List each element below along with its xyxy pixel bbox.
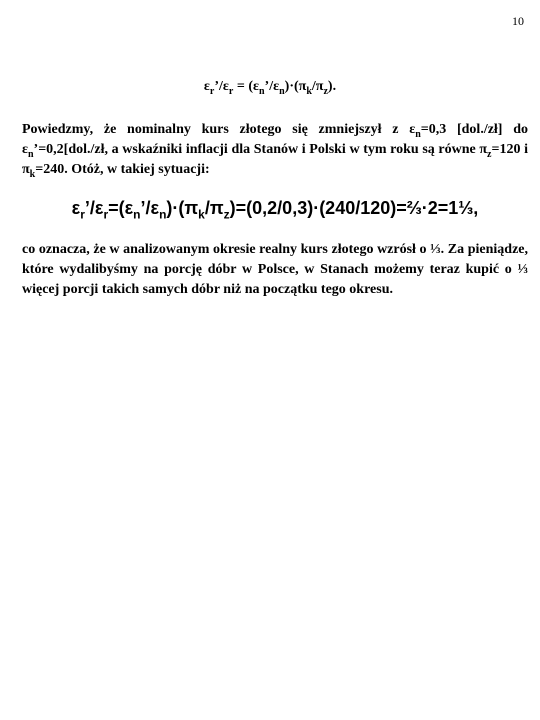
page-number: 10 <box>512 14 524 28</box>
example-paragraph: Powiedzmy, że nominalny kurs złotego się zmniejszył z $\varepsilon_n=0,3$ [dol./zł] do $\varepsilon_n’=0,2[dol./zł$, a wskaźniki inflacji dla Stanów i Polski w tym roku są równe $\pi_z=120$ i $\pi_k=240$. Otóż, w takiej sytuacji: <box>22 122 528 180</box>
conclusion-paragraph: co oznacza, że w analizowanym okresie realny kurs złotego wzrósł o ⅓. Za pieniądze, które wydalibyśmy na porcję dóbr w Polsce, w Stanach możemy teraz kupić o ⅓ więcej porcji takich samych dóbr niż na początku tego okresu. <box>22 242 528 297</box>
calculation-formula: $\varepsilon_r’/\varepsilon_r=(\varepsilon_n’/\varepsilon_n)\cdot(\pi_k/\pi_z)=(0,2/0,3)\cdot(240/120)=\frac{2}{3}\cdot 2=1\frac{1}{3}$, <box>71 198 479 222</box>
real-exchange-rate-formula: $\varepsilon_r’/\varepsilon_r$ = $(\varepsilon_n’/\varepsilon_n)\cdot(\pi_k/\pi_z)$. <box>203 79 337 97</box>
